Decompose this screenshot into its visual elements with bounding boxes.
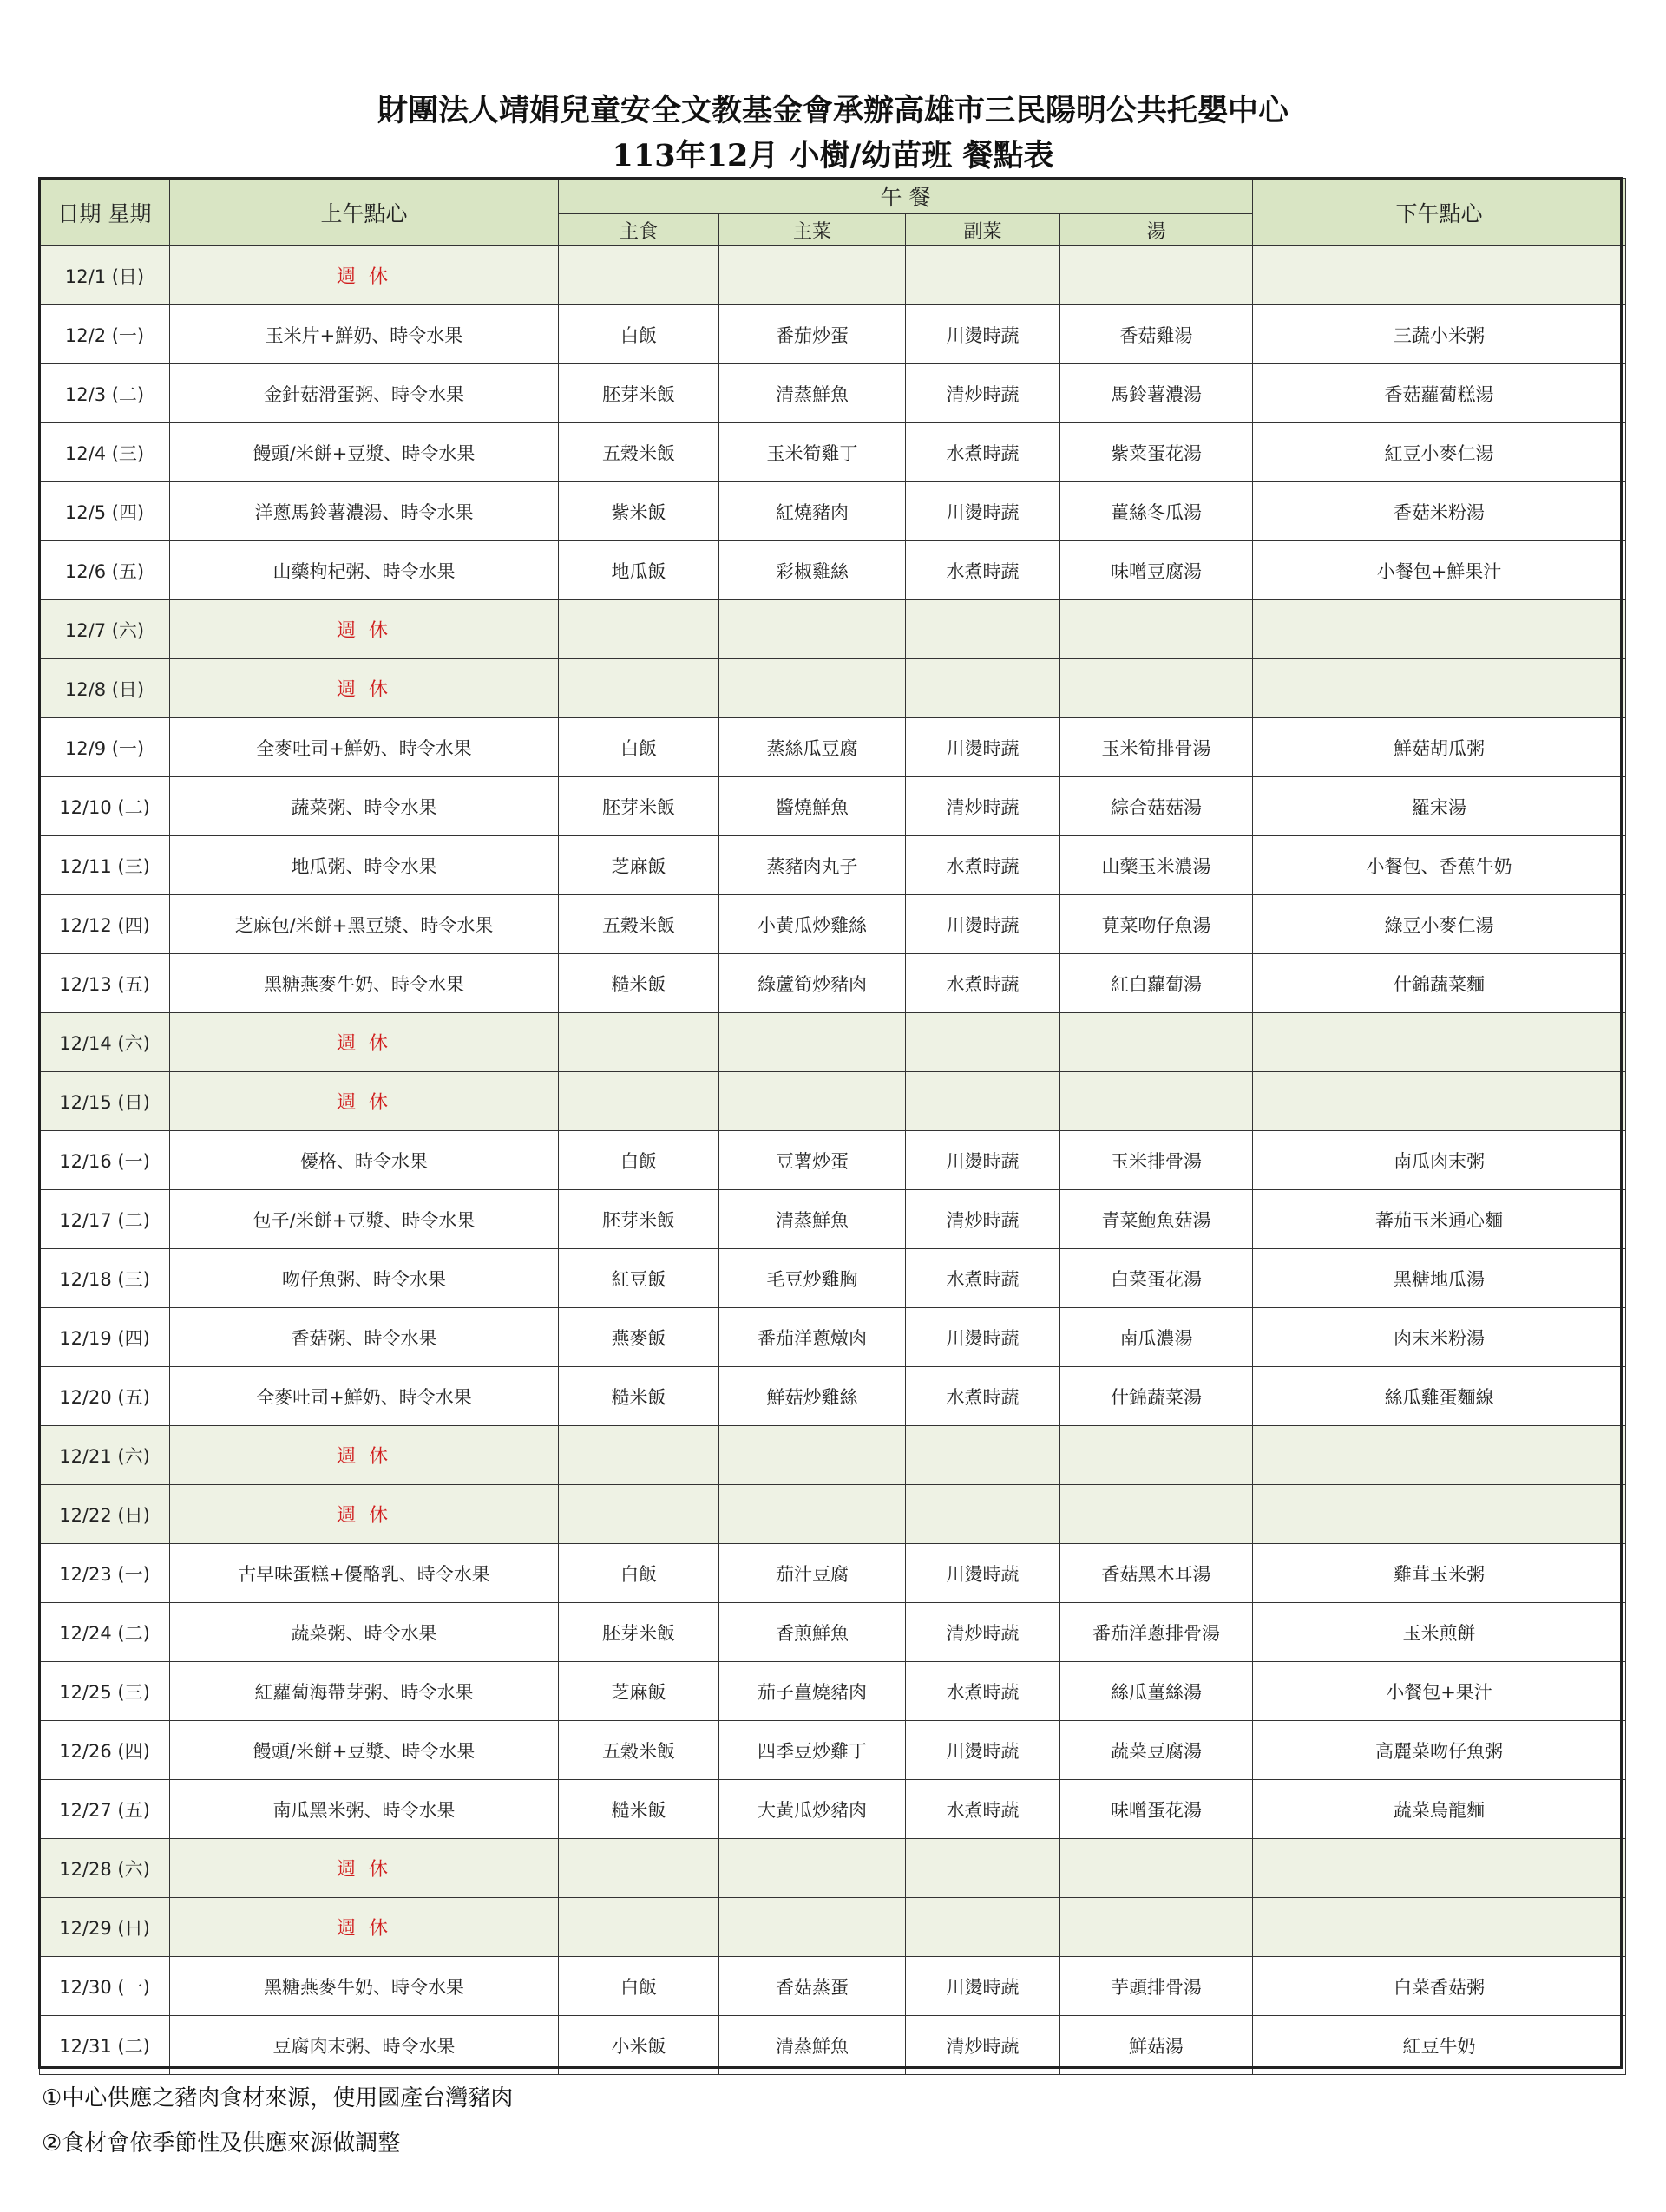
soup-cell: 味噌豆腐湯 <box>1060 541 1253 600</box>
side-dish-cell: 水煮時蔬 <box>906 1662 1060 1721</box>
afternoon-snack-cell: 玉米煎餅 <box>1253 1603 1626 1662</box>
weekly-rest-label: 週 休 <box>337 266 391 288</box>
table-row <box>40 1190 1626 1249</box>
soup-cell: 綜合菇菇湯 <box>1060 777 1253 836</box>
main-dish-cell <box>719 246 906 305</box>
main-dish-cell <box>719 1426 906 1485</box>
staple-cell: 五穀米飯 <box>559 1721 719 1780</box>
table-row <box>40 600 1626 659</box>
date-cell: 12/23 (一) <box>40 1544 170 1603</box>
morning-snack-cell: 香菇粥、時令水果 <box>170 1308 559 1367</box>
main-dish-cell <box>719 600 906 659</box>
header-main-food: 主食 <box>559 214 719 246</box>
table-row <box>40 305 1626 364</box>
date-cell: 12/20 (五) <box>40 1367 170 1426</box>
side-dish-cell: 水煮時蔬 <box>906 836 1060 895</box>
date-cell: 12/7 (六) <box>40 600 170 659</box>
soup-cell: 味噌蛋花湯 <box>1060 1780 1253 1839</box>
main-dish-cell: 綠蘆筍炒豬肉 <box>719 954 906 1013</box>
main-dish-cell: 香煎鮮魚 <box>719 1603 906 1662</box>
morning-snack-cell: 饅頭/米餅+豆漿、時令水果 <box>170 1721 559 1780</box>
table-row <box>40 1131 1626 1190</box>
side-dish-cell: 清炒時蔬 <box>906 777 1060 836</box>
morning-snack-cell: 豆腐肉末粥、時令水果 <box>170 2016 559 2075</box>
staple-cell <box>559 600 719 659</box>
date-cell: 12/30 (一) <box>40 1957 170 2016</box>
soup-cell: 玉米筍排骨湯 <box>1060 718 1253 777</box>
soup-cell: 山藥玉米濃湯 <box>1060 836 1253 895</box>
side-dish-cell: 水煮時蔬 <box>906 954 1060 1013</box>
date-cell: 12/19 (四) <box>40 1308 170 1367</box>
staple-cell <box>559 1898 719 1957</box>
afternoon-snack-cell <box>1253 1072 1626 1131</box>
staple-cell <box>559 1013 719 1072</box>
table-row <box>40 1898 1626 1957</box>
morning-snack-cell: 芝麻包/米餅+黑豆漿、時令水果 <box>170 895 559 954</box>
staple-cell: 糙米飯 <box>559 1780 719 1839</box>
side-dish-cell: 川燙時蔬 <box>906 1544 1060 1603</box>
soup-cell <box>1060 1426 1253 1485</box>
weekly-rest-label: 週 休 <box>337 620 391 642</box>
side-dish-cell <box>906 1485 1060 1544</box>
table-row <box>40 1367 1626 1426</box>
table-row <box>40 246 1626 305</box>
morning-snack-cell: 紅蘿蔔海帶芽粥、時令水果 <box>170 1662 559 1721</box>
main-dish-cell: 大黃瓜炒豬肉 <box>719 1780 906 1839</box>
date-cell: 12/5 (四) <box>40 482 170 541</box>
table-row <box>40 423 1626 482</box>
document-title: 財團法人靖娟兒童安全文教基金會承辦高雄市三民陽明公共托嬰中心 <box>377 93 1289 128</box>
main-dish-cell <box>719 659 906 718</box>
side-dish-cell: 水煮時蔬 <box>906 1367 1060 1426</box>
afternoon-snack-cell <box>1253 1485 1626 1544</box>
side-dish-cell: 水煮時蔬 <box>906 541 1060 600</box>
side-dish-cell: 川燙時蔬 <box>906 482 1060 541</box>
main-dish-cell <box>719 1898 906 1957</box>
staple-cell: 燕麥飯 <box>559 1308 719 1367</box>
weekly-rest-label: 週 休 <box>337 1505 391 1527</box>
staple-cell <box>559 1485 719 1544</box>
soup-cell: 玉米排骨湯 <box>1060 1131 1253 1190</box>
table-row <box>40 482 1626 541</box>
morning-snack-cell: 黑糖燕麥牛奶、時令水果 <box>170 1957 559 2016</box>
soup-cell: 蔬菜豆腐湯 <box>1060 1721 1253 1780</box>
morning-snack-cell: 全麥吐司+鮮奶、時令水果 <box>170 1367 559 1426</box>
main-dish-cell: 豆薯炒蛋 <box>719 1131 906 1190</box>
staple-cell: 胚芽米飯 <box>559 777 719 836</box>
morning-snack-cell: 山藥枸杞粥、時令水果 <box>170 541 559 600</box>
afternoon-snack-cell: 蕃茄玉米通心麵 <box>1253 1190 1626 1249</box>
afternoon-snack-cell: 小餐包+鮮果汁 <box>1253 541 1626 600</box>
afternoon-snack-cell <box>1253 1839 1626 1898</box>
weekly-rest-label: 週 休 <box>337 679 391 701</box>
main-dish-cell: 清蒸鮮魚 <box>719 364 906 423</box>
staple-cell: 五穀米飯 <box>559 423 719 482</box>
morning-snack-cell: 蔬菜粥、時令水果 <box>170 1603 559 1662</box>
staple-cell: 糙米飯 <box>559 1367 719 1426</box>
afternoon-snack-cell: 南瓜肉末粥 <box>1253 1131 1626 1190</box>
header-side-dish: 副菜 <box>906 214 1060 246</box>
morning-snack-cell: 玉米片+鮮奶、時令水果 <box>170 305 559 364</box>
side-dish-cell <box>906 1013 1060 1072</box>
table-row <box>40 777 1626 836</box>
weekly-rest-label: 週 休 <box>337 1092 391 1114</box>
soup-cell: 絲瓜薑絲湯 <box>1060 1662 1253 1721</box>
morning-snack-cell <box>170 1898 559 1957</box>
side-dish-cell <box>906 1072 1060 1131</box>
soup-cell: 香菇雞湯 <box>1060 305 1253 364</box>
staple-cell: 地瓜飯 <box>559 541 719 600</box>
soup-cell: 番茄洋蔥排骨湯 <box>1060 1603 1253 1662</box>
date-cell: 12/14 (六) <box>40 1013 170 1072</box>
note-pork-source: ①中心供應之豬肉食材來源，使用國產台灣豬肉 <box>42 2085 514 2111</box>
date-cell: 12/12 (四) <box>40 895 170 954</box>
date-cell: 12/3 (二) <box>40 364 170 423</box>
main-dish-cell: 蒸豬肉丸子 <box>719 836 906 895</box>
main-dish-cell <box>719 1839 906 1898</box>
staple-cell: 白飯 <box>559 1131 719 1190</box>
header-morning-snack: 上午點心 <box>170 179 559 246</box>
table-row <box>40 1249 1626 1308</box>
header-soup: 湯 <box>1060 214 1253 246</box>
date-cell: 12/10 (二) <box>40 777 170 836</box>
side-dish-cell: 水煮時蔬 <box>906 1780 1060 1839</box>
main-dish-cell: 茄汁豆腐 <box>719 1544 906 1603</box>
soup-cell: 什錦蔬菜湯 <box>1060 1367 1253 1426</box>
table-row <box>40 718 1626 777</box>
date-cell: 12/24 (二) <box>40 1603 170 1662</box>
table-row <box>40 364 1626 423</box>
staple-cell: 芝麻飯 <box>559 836 719 895</box>
main-dish-cell: 小黃瓜炒雞絲 <box>719 895 906 954</box>
soup-cell <box>1060 1898 1253 1957</box>
staple-cell <box>559 1426 719 1485</box>
date-cell: 12/13 (五) <box>40 954 170 1013</box>
morning-snack-cell: 吻仔魚粥、時令水果 <box>170 1249 559 1308</box>
side-dish-cell: 川燙時蔬 <box>906 718 1060 777</box>
afternoon-snack-cell: 白菜香菇粥 <box>1253 1957 1626 2016</box>
staple-cell: 胚芽米飯 <box>559 1190 719 1249</box>
main-dish-cell: 紅燒豬肉 <box>719 482 906 541</box>
afternoon-snack-cell: 小餐包、香蕉牛奶 <box>1253 836 1626 895</box>
side-dish-cell: 水煮時蔬 <box>906 423 1060 482</box>
header-lunch: 午 餐 <box>559 179 1253 214</box>
main-dish-cell: 茄子薑燒豬肉 <box>719 1662 906 1721</box>
side-dish-cell: 清炒時蔬 <box>906 2016 1060 2075</box>
date-cell: 12/4 (三) <box>40 423 170 482</box>
soup-cell <box>1060 1013 1253 1072</box>
side-dish-cell: 川燙時蔬 <box>906 1308 1060 1367</box>
morning-snack-cell: 包子/米餅+豆漿、時令水果 <box>170 1190 559 1249</box>
morning-snack-cell <box>170 600 559 659</box>
afternoon-snack-cell: 香菇蘿蔔糕湯 <box>1253 364 1626 423</box>
main-dish-cell: 清蒸鮮魚 <box>719 2016 906 2075</box>
soup-cell <box>1060 246 1253 305</box>
afternoon-snack-cell: 肉末米粉湯 <box>1253 1308 1626 1367</box>
staple-cell: 糙米飯 <box>559 954 719 1013</box>
main-dish-cell: 蒸絲瓜豆腐 <box>719 718 906 777</box>
table-row <box>40 954 1626 1013</box>
table-row <box>40 2016 1626 2075</box>
morning-snack-cell: 蔬菜粥、時令水果 <box>170 777 559 836</box>
soup-cell: 馬鈴薯濃湯 <box>1060 364 1253 423</box>
main-dish-cell <box>719 1072 906 1131</box>
afternoon-snack-cell <box>1253 1013 1626 1072</box>
staple-cell <box>559 659 719 718</box>
main-dish-cell <box>719 1485 906 1544</box>
morning-snack-cell: 優格、時令水果 <box>170 1131 559 1190</box>
afternoon-snack-cell <box>1253 1426 1626 1485</box>
note-seasonal-adjustment: ②食材會依季節性及供應來源做調整 <box>42 2130 401 2156</box>
staple-cell: 胚芽米飯 <box>559 1603 719 1662</box>
main-dish-cell: 毛豆炒雞胸 <box>719 1249 906 1308</box>
weekly-rest-label: 週 休 <box>337 1446 391 1468</box>
afternoon-snack-cell <box>1253 600 1626 659</box>
date-cell: 12/6 (五) <box>40 541 170 600</box>
main-dish-cell: 番茄洋蔥燉肉 <box>719 1308 906 1367</box>
date-cell: 12/31 (二) <box>40 2016 170 2075</box>
main-dish-cell: 清蒸鮮魚 <box>719 1190 906 1249</box>
soup-cell <box>1060 1839 1253 1898</box>
main-dish-cell: 彩椒雞絲 <box>719 541 906 600</box>
soup-cell <box>1060 1485 1253 1544</box>
side-dish-cell: 清炒時蔬 <box>906 1603 1060 1662</box>
soup-cell: 南瓜濃湯 <box>1060 1308 1253 1367</box>
staple-cell: 胚芽米飯 <box>559 364 719 423</box>
soup-cell: 莧菜吻仔魚湯 <box>1060 895 1253 954</box>
date-cell: 12/26 (四) <box>40 1721 170 1780</box>
document-subtitle: 113年12月 小樹/幼苗班 餐點表 <box>612 138 1054 173</box>
soup-cell <box>1060 659 1253 718</box>
afternoon-snack-cell: 羅宋湯 <box>1253 777 1626 836</box>
morning-snack-cell <box>170 246 559 305</box>
side-dish-cell <box>906 659 1060 718</box>
afternoon-snack-cell: 什錦蔬菜麵 <box>1253 954 1626 1013</box>
date-cell: 12/2 (一) <box>40 305 170 364</box>
staple-cell: 白飯 <box>559 1544 719 1603</box>
table-body <box>40 246 1626 2075</box>
table-row <box>40 541 1626 600</box>
afternoon-snack-cell: 蔬菜烏龍麵 <box>1253 1780 1626 1839</box>
main-dish-cell: 玉米筍雞丁 <box>719 423 906 482</box>
afternoon-snack-cell <box>1253 246 1626 305</box>
soup-cell: 紅白蘿蔔湯 <box>1060 954 1253 1013</box>
afternoon-snack-cell: 綠豆小麥仁湯 <box>1253 895 1626 954</box>
soup-cell: 青菜鮑魚菇湯 <box>1060 1190 1253 1249</box>
main-dish-cell: 四季豆炒雞丁 <box>719 1721 906 1780</box>
staple-cell <box>559 1072 719 1131</box>
header-afternoon-snack: 下午點心 <box>1253 179 1626 246</box>
morning-snack-cell <box>170 1426 559 1485</box>
afternoon-snack-cell: 香菇米粉湯 <box>1253 482 1626 541</box>
date-cell: 12/22 (日) <box>40 1485 170 1544</box>
staple-cell: 芝麻飯 <box>559 1662 719 1721</box>
date-cell: 12/28 (六) <box>40 1839 170 1898</box>
table-row <box>40 1662 1626 1721</box>
morning-snack-cell <box>170 659 559 718</box>
side-dish-cell: 清炒時蔬 <box>906 364 1060 423</box>
morning-snack-cell <box>170 1072 559 1131</box>
afternoon-snack-cell <box>1253 659 1626 718</box>
morning-snack-cell: 黑糖燕麥牛奶、時令水果 <box>170 954 559 1013</box>
side-dish-cell: 川燙時蔬 <box>906 1131 1060 1190</box>
date-cell: 12/29 (日) <box>40 1898 170 1957</box>
weekly-rest-label: 週 休 <box>337 1859 391 1881</box>
morning-snack-cell <box>170 1013 559 1072</box>
main-dish-cell: 香菇蒸蛋 <box>719 1957 906 2016</box>
date-cell: 12/16 (一) <box>40 1131 170 1190</box>
main-dish-cell: 鮮菇炒雞絲 <box>719 1367 906 1426</box>
table-row <box>40 1603 1626 1662</box>
main-dish-cell: 番茄炒蛋 <box>719 305 906 364</box>
side-dish-cell <box>906 1839 1060 1898</box>
date-cell: 12/11 (三) <box>40 836 170 895</box>
staple-cell: 白飯 <box>559 1957 719 2016</box>
morning-snack-cell: 南瓜黑米粥、時令水果 <box>170 1780 559 1839</box>
morning-snack-cell: 古早味蛋糕+優酪乳、時令水果 <box>170 1544 559 1603</box>
table-row <box>40 1780 1626 1839</box>
table-row <box>40 1426 1626 1485</box>
afternoon-snack-cell: 絲瓜雞蛋麵線 <box>1253 1367 1626 1426</box>
header-date: 日期 星期 <box>40 179 170 246</box>
soup-cell: 紫菜蛋花湯 <box>1060 423 1253 482</box>
afternoon-snack-cell: 紅豆牛奶 <box>1253 2016 1626 2075</box>
table-row <box>40 895 1626 954</box>
staple-cell: 小米飯 <box>559 2016 719 2075</box>
header-main-dish: 主菜 <box>719 214 906 246</box>
soup-cell: 薑絲冬瓜湯 <box>1060 482 1253 541</box>
staple-cell: 紫米飯 <box>559 482 719 541</box>
date-cell: 12/9 (一) <box>40 718 170 777</box>
date-cell: 12/15 (日) <box>40 1072 170 1131</box>
soup-cell: 芋頭排骨湯 <box>1060 1957 1253 2016</box>
side-dish-cell: 川燙時蔬 <box>906 1721 1060 1780</box>
side-dish-cell <box>906 1426 1060 1485</box>
main-dish-cell <box>719 1013 906 1072</box>
staple-cell: 五穀米飯 <box>559 895 719 954</box>
table-row <box>40 1721 1626 1780</box>
side-dish-cell <box>906 246 1060 305</box>
side-dish-cell: 川燙時蔬 <box>906 305 1060 364</box>
table-row <box>40 1485 1626 1544</box>
soup-cell: 鮮菇湯 <box>1060 2016 1253 2075</box>
table-row <box>40 836 1626 895</box>
afternoon-snack-cell: 雞茸玉米粥 <box>1253 1544 1626 1603</box>
date-cell: 12/27 (五) <box>40 1780 170 1839</box>
morning-snack-cell: 全麥吐司+鮮奶、時令水果 <box>170 718 559 777</box>
table-row <box>40 1957 1626 2016</box>
date-cell: 12/17 (二) <box>40 1190 170 1249</box>
table-row <box>40 1308 1626 1367</box>
table-row <box>40 1072 1626 1131</box>
weekly-rest-label: 週 休 <box>337 1033 391 1055</box>
side-dish-cell <box>906 1898 1060 1957</box>
afternoon-snack-cell: 小餐包+果汁 <box>1253 1662 1626 1721</box>
weekly-rest-label: 週 休 <box>337 1918 391 1940</box>
soup-cell: 白菜蛋花湯 <box>1060 1249 1253 1308</box>
staple-cell <box>559 246 719 305</box>
morning-snack-cell <box>170 1485 559 1544</box>
morning-snack-cell: 金針菇滑蛋粥、時令水果 <box>170 364 559 423</box>
table-header <box>40 179 1626 246</box>
morning-snack-cell <box>170 1839 559 1898</box>
side-dish-cell: 川燙時蔬 <box>906 1957 1060 2016</box>
date-cell: 12/18 (三) <box>40 1249 170 1308</box>
morning-snack-cell: 地瓜粥、時令水果 <box>170 836 559 895</box>
side-dish-cell: 水煮時蔬 <box>906 1249 1060 1308</box>
staple-cell: 紅豆飯 <box>559 1249 719 1308</box>
side-dish-cell: 川燙時蔬 <box>906 895 1060 954</box>
afternoon-snack-cell: 高麗菜吻仔魚粥 <box>1253 1721 1626 1780</box>
table-row <box>40 1544 1626 1603</box>
soup-cell: 香菇黑木耳湯 <box>1060 1544 1253 1603</box>
morning-snack-cell: 饅頭/米餅+豆漿、時令水果 <box>170 423 559 482</box>
meal-table <box>39 178 1626 2075</box>
afternoon-snack-cell: 三蔬小米粥 <box>1253 305 1626 364</box>
main-dish-cell: 醬燒鮮魚 <box>719 777 906 836</box>
date-cell: 12/8 (日) <box>40 659 170 718</box>
date-cell: 12/1 (日) <box>40 246 170 305</box>
date-cell: 12/21 (六) <box>40 1426 170 1485</box>
morning-snack-cell: 洋蔥馬鈴薯濃湯、時令水果 <box>170 482 559 541</box>
table-row <box>40 659 1626 718</box>
afternoon-snack-cell: 紅豆小麥仁湯 <box>1253 423 1626 482</box>
afternoon-snack-cell: 鮮菇胡瓜粥 <box>1253 718 1626 777</box>
table-row <box>40 1013 1626 1072</box>
side-dish-cell <box>906 600 1060 659</box>
soup-cell <box>1060 600 1253 659</box>
staple-cell: 白飯 <box>559 718 719 777</box>
side-dish-cell: 清炒時蔬 <box>906 1190 1060 1249</box>
staple-cell: 白飯 <box>559 305 719 364</box>
staple-cell <box>559 1839 719 1898</box>
date-cell: 12/25 (三) <box>40 1662 170 1721</box>
soup-cell <box>1060 1072 1253 1131</box>
afternoon-snack-cell <box>1253 1898 1626 1957</box>
table-row <box>40 1839 1626 1898</box>
afternoon-snack-cell: 黑糖地瓜湯 <box>1253 1249 1626 1308</box>
